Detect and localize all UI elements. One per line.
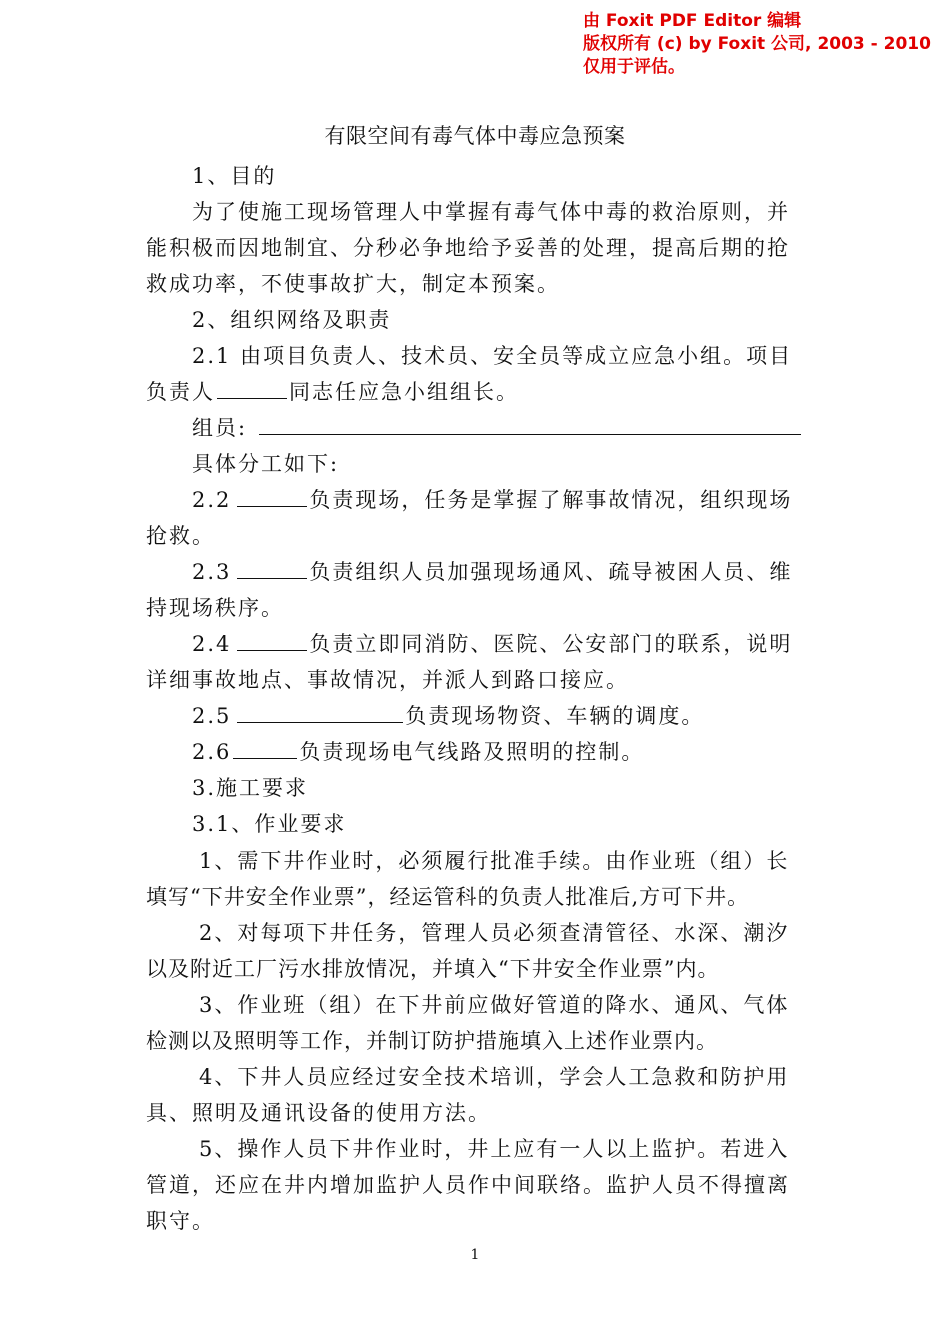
section-3-1-heading: 3.1、作业要求 — [192, 812, 347, 836]
item-number: 2.6 — [192, 740, 232, 764]
duty-item — [192, 628, 792, 658]
item-text: 负责立即同消防、医院、公安部门的联系，说明 — [309, 632, 793, 656]
paragraph-line: 3、作业班（组）在下井前应做好管道的降水、通风、气体 — [199, 993, 790, 1017]
paragraph-line: 详细事故地点、事故情况，并派人到路口接应。 — [146, 668, 629, 692]
watermark-line-3: 仅用于评估。 — [583, 57, 685, 77]
fill-in-blank — [217, 378, 287, 399]
paragraph-line — [146, 376, 519, 406]
members-line — [192, 412, 803, 442]
paragraph-line: 5、操作人员下井作业时，井上应有一人以上监护。若进入 — [199, 1137, 790, 1161]
duty-item — [192, 700, 704, 730]
duty-item — [192, 556, 792, 586]
section-2-heading: 2、组织网络及职责 — [192, 308, 392, 332]
item-text: 负责现场，任务是掌握了解事故情况，组织现场 — [309, 488, 793, 512]
item-text: 负责现场电气线路及照明的控制。 — [299, 740, 645, 764]
paragraph-line: 检测以及照明等工作，并制订防护措施填入上述作业票内。 — [146, 1029, 718, 1053]
document-title: 有限空间有毒气体中毒应急预案 — [324, 124, 626, 148]
fill-in-blank — [237, 630, 307, 651]
paragraph-line: 2.1 由项目负责人、技术员、安全员等成立应急小组。项目 — [192, 344, 793, 368]
fill-in-blank — [237, 558, 307, 579]
item-number: 2.3 — [192, 560, 232, 584]
paragraph-line: 以及附近工厂污水排放情况，并填入“下井安全作业票”内。 — [146, 957, 720, 981]
paragraph-line: 具、照明及通讯设备的使用方法。 — [146, 1101, 491, 1125]
fill-in-blank — [259, 414, 801, 435]
fill-in-blank — [233, 738, 297, 759]
paragraph-line: 为了使施工现场管理人中掌握有毒气体中毒的救治原则，并 — [192, 200, 790, 224]
foxit-watermark — [583, 10, 931, 79]
paragraph-line: 职守。 — [146, 1209, 215, 1233]
division-label: 具体分工如下: — [192, 452, 340, 476]
fill-in-blank — [237, 702, 403, 723]
fill-in-blank — [237, 486, 307, 507]
watermark-line-2: 版权所有 (c) by Foxit 公司, 2003 - 2010 — [583, 34, 931, 54]
duty-item — [192, 736, 644, 766]
text-fragment: 负责人 — [146, 380, 215, 404]
paragraph-line: 1、需下井作业时，必须履行批准手续。由作业班（组）长 — [199, 849, 790, 873]
paragraph-line: 管道，还应在井内增加监护人员作中间联络。监护人员不得擅离 — [146, 1173, 790, 1197]
watermark-line-1: 由 Foxit PDF Editor 编辑 — [583, 11, 802, 31]
section-3-heading: 3.施工要求 — [192, 776, 309, 800]
item-number: 2.5 — [192, 704, 232, 728]
item-text: 负责组织人员加强现场通风、疏导被困人员、维 — [309, 560, 793, 584]
paragraph-line: 能积极而因地制宜、分秒必争地给予妥善的处理，提高后期的抢 — [146, 236, 790, 260]
paragraph-line: 填写“下井安全作业票”，经运管科的负责人批准后,方可下井。 — [146, 885, 750, 909]
item-number: 2.4 — [192, 632, 232, 656]
members-label: 组员: — [192, 416, 248, 440]
paragraph-line: 2、对每项下井任务，管理人员必须查清管径、水深、潮汐 — [199, 921, 790, 945]
paragraph-line: 持现场秩序。 — [146, 596, 284, 620]
text-fragment: 同志任应急小组组长。 — [289, 380, 519, 404]
item-text: 负责现场物资、车辆的调度。 — [405, 704, 705, 728]
section-1-heading: 1、目的 — [192, 164, 277, 188]
duty-item — [192, 484, 792, 514]
page-number: 1 — [470, 1247, 480, 1263]
item-number: 2.2 — [192, 488, 232, 512]
paragraph-line: 4、下井人员应经过安全技术培训，学会人工急救和防护用 — [199, 1065, 790, 1089]
paragraph-line: 抢救。 — [146, 524, 215, 548]
paragraph-line: 救成功率，不使事故扩大，制定本预案。 — [146, 272, 560, 296]
